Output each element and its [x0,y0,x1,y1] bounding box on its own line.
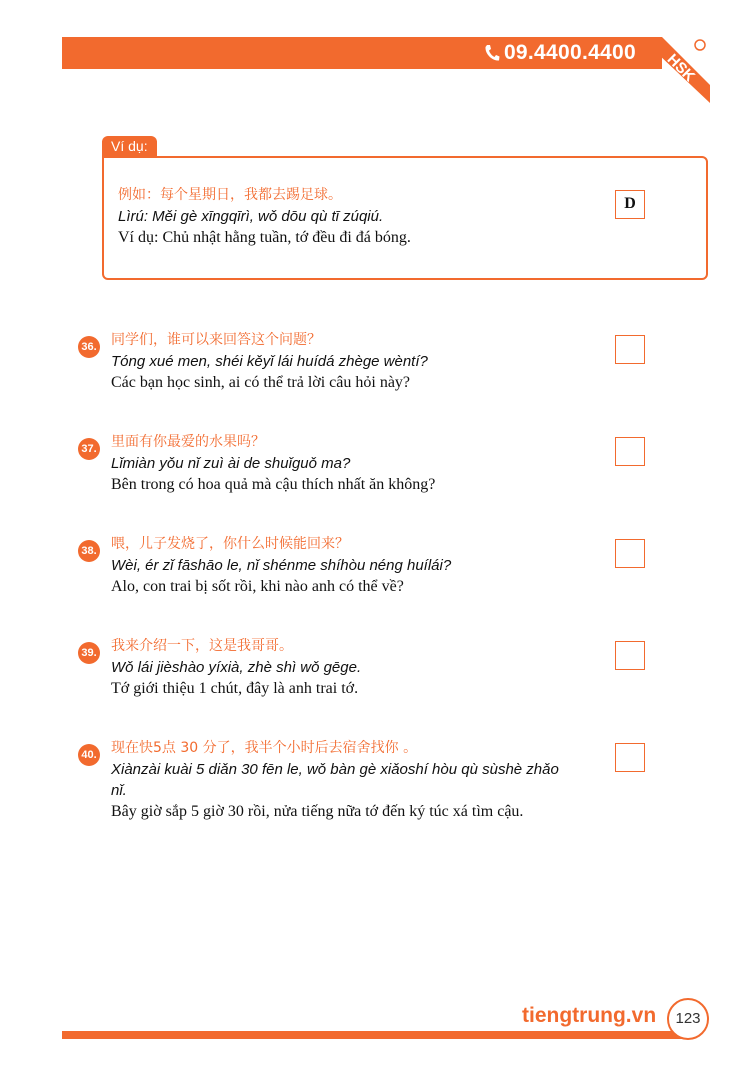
hsk-corner-badge [640,37,710,103]
header-bar [62,37,662,69]
question-pinyin: Wèi, ér zǐ fāshāo le, nǐ shénme shíhòu néng huílái? [111,557,452,574]
question-number: 39. [78,642,100,664]
hsk-badge-text: HSK [663,50,699,86]
question-number: 38. [78,540,100,562]
example-answer-box: D [615,190,645,219]
phone-icon [484,44,500,62]
header-phone [484,41,636,65]
example-tag: Ví dụ: [102,136,157,156]
footer-brand: tiengtrung.vn [522,1004,657,1027]
question-pinyin: Wǒ lái jièshào yíxià, zhè shì wǒ gēge. [111,659,362,676]
question-number: 40. [78,744,100,766]
question-chinese: 我来介绍一下，这是我哥哥。 [111,638,293,654]
footer-bar [62,1031,682,1039]
question-chinese: 现在快5点 30 分了，我半个小时后去宿舍找你 。 [111,740,418,756]
question-chinese: 同学们，谁可以来回答这个问题？ [111,332,321,348]
answer-box-39[interactable] [615,641,645,670]
question-number: 36. [78,336,100,358]
example-chinese: 例如：每个星期日，我都去踢足球。 [118,187,342,203]
page-number: 123 [667,998,709,1040]
example-vietnamese: Ví dụ: Chủ nhật hằng tuần, tớ đều đi đá bóng. [118,229,411,246]
example-box [102,156,708,280]
question-vietnamese: Các bạn học sinh, ai có thể trả lời câu hỏi này? [111,374,411,391]
question-chinese: 里面有你最爱的水果吗？ [111,434,265,450]
phone-number: 09.4400.4400 [503,41,636,64]
question-pinyin: Xiànzài kuài 5 diǎn 30 fēn le, wǒ bàn gè xiǎoshí hòu qù sùshè zhǎo nǐ. [111,761,559,799]
answer-box-40[interactable] [615,743,645,772]
example-pinyin: Lìrú: Měi gè xīngqīrì, wǒ dōu qù tī zúqiú. [118,208,384,225]
question-vietnamese: Alo, con trai bị sốt rồi, khi nào anh có thể về? [111,578,404,595]
question-number: 37. [78,438,100,460]
question-vietnamese: Bên trong có hoa quả mà cậu thích nhất ăn không? [111,476,436,493]
question-vietnamese: Bây giờ sắp 5 giờ 30 rồi, nửa tiếng nữa tớ đến ký túc xá tìm cậu. [111,803,524,820]
question-pinyin: Lǐmiàn yǒu nǐ zuì ài de shuǐguǒ ma? [111,455,351,472]
question-chinese: 喂，儿子发烧了，你什么时候能回来？ [111,536,349,552]
answer-box-36[interactable] [615,335,645,364]
example-text [118,184,618,249]
question-pinyin: Tóng xué men, shéi kěyǐ lái huídá zhège wèntí? [111,353,428,370]
question-vietnamese: Tớ giới thiệu 1 chút, đây là anh trai tớ. [111,680,359,697]
answer-box-38[interactable] [615,539,645,568]
answer-box-37[interactable] [615,437,645,466]
